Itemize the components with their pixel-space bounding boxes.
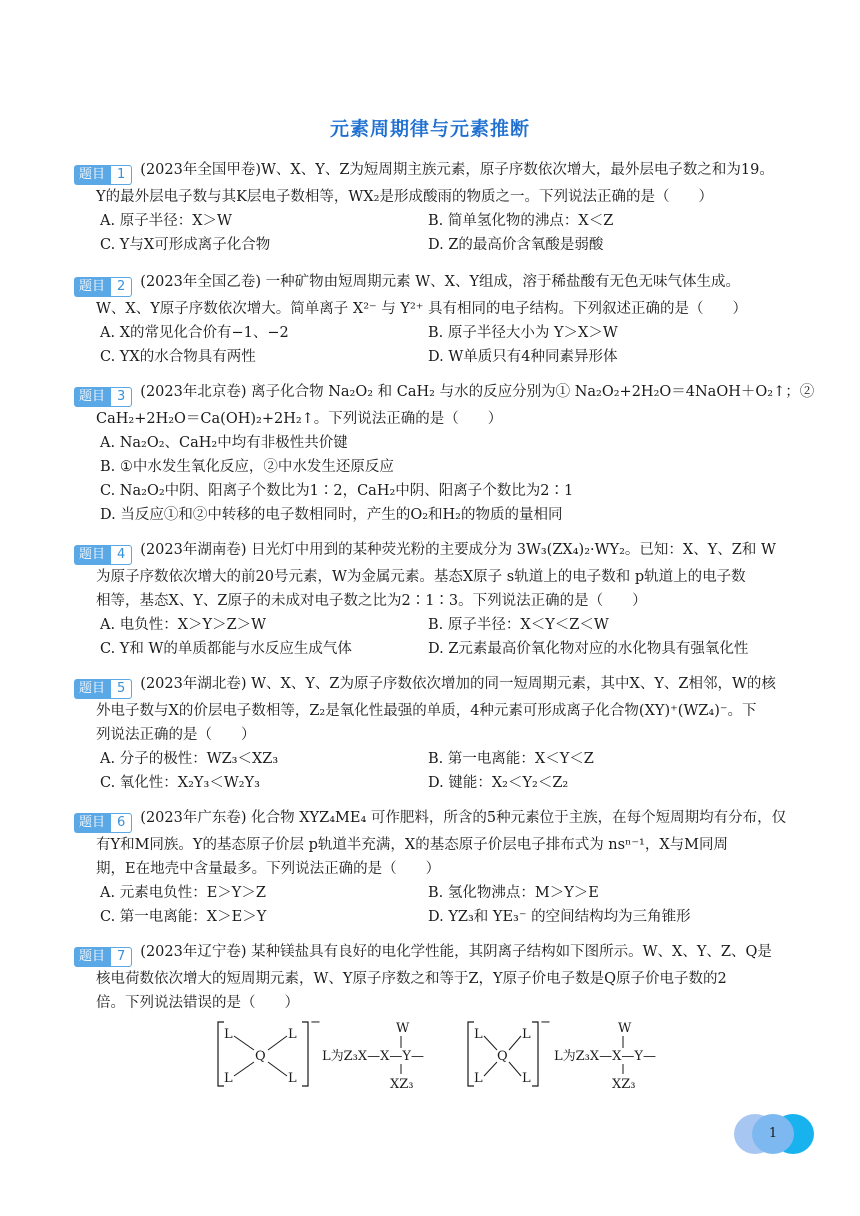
question-badge: 题目 1 xyxy=(74,165,132,185)
question-2: 题目 2 (2023年全国乙卷) 一种矿物由短周期元素 W、X、Y组成，溶于稀盐酸有无色无味气体生成。 W、X、Y原子序数依次增大。简单离子 X²⁻ 与 Y²⁺ 具有相同的电子结构。下列叙述正确的是（ ） A. X的常见化合价有−1、−2 B. 原子半径大小为 Y＞X＞W C. YX的水合物具有两性 D. W单质只有4种同素异形体 xyxy=(74,270,794,369)
question-badge: 题目 3 xyxy=(74,387,132,407)
option-b: B. 简单氢化物的沸点：X＜Z xyxy=(428,213,614,229)
question-1: 题目 1 (2023年全国甲卷)W、X、Y、Z为短周期主族元素，原子序数依次增大，最外层电子数之和为19。 Y的最外层电子数与其K层电子数相等，WX₂是形成酸雨的物质之一。下列说法正确的是（ ） A. 原子半径：X＞W B. 简单氢化物的沸点：X＜Z C. Y与X可形成离子化合物 D. Z的最高价含氧酸是弱酸 xyxy=(74,158,794,257)
question-badge: 题目 5 xyxy=(74,679,132,699)
option-d: D. 当反应①和②中转移的电子数相同时，产生的O₂和H₂的物质的量相同 xyxy=(100,507,563,523)
option-a: A. 元素电负性：E＞Y＞Z xyxy=(100,885,266,901)
option-b: B. 原子半径大小为 Y＞X＞W xyxy=(428,325,618,341)
question-badge: 题目 4 xyxy=(74,545,132,565)
option-b: B. 第一电离能：X＜Y＜Z xyxy=(428,751,594,767)
question-5: 题目 5 (2023年湖北卷) W、X、Y、Z为原子序数依次增加的同一短周期元素，其中X、Y、Z相邻，W的核 外电子数与X的价层电子数相等，Z₂是氧化性最强的单质，4种元素可形成离子化合物(XY)⁺(WZ₄)⁻。下 列说法正确的是（ ） A. 分子的极性：WZ₃＜XZ₃ B. 第一电离能：X＜Y＜Z C. 氧化性：X₂Y₃＜W₂Y₃ D. 键能：X₂＜Y₂＜Z₂ xyxy=(74,672,794,795)
page-title: 元素周期律与元素推断 xyxy=(329,118,530,140)
center-atom: Q xyxy=(497,1049,508,1064)
option-d: D. 键能：X₂＜Y₂＜Z₂ xyxy=(428,775,569,791)
ligand-label: L xyxy=(288,1071,297,1086)
center-atom: Q xyxy=(255,1049,266,1064)
ligand-label: L xyxy=(224,1071,233,1086)
option-d: D. Z元素最高价氧化物对应的水化物具有强氧化性 xyxy=(428,641,749,657)
ligand-label: L xyxy=(474,1027,483,1042)
option-a: A. 电负性：X＞Y＞Z＞W xyxy=(100,617,267,633)
page-number: 1 xyxy=(768,1126,778,1141)
page-number-badge xyxy=(734,1114,814,1154)
option-d: D. YZ₃和 YE₃⁻ 的空间结构均为三角锥形 xyxy=(428,909,691,925)
question-badge: 题目 6 xyxy=(74,813,132,833)
ligand-label: L xyxy=(522,1071,531,1086)
atom-w: W xyxy=(618,1021,632,1036)
option-c: C. YX的水合物具有两性 xyxy=(100,349,256,365)
atom-xz3: XZ₃ xyxy=(390,1077,414,1092)
option-a: A. X的常见化合价有−1、−2 xyxy=(100,325,289,341)
anion-structure-diagram xyxy=(210,1014,680,1096)
option-c: C. Y和 W的单质都能与水反应生成气体 xyxy=(100,641,352,657)
charge-label: − xyxy=(540,1015,551,1030)
question-6: 题目 6 (2023年广东卷) 化合物 XYZ₄ME₄ 可作肥料，所含的5种元素位于主族，在每个短周期均有分布，仅 有Y和M同族。Y的基态原子价层 p轨道半充满，X的基态原子价层电子排布式为 nsⁿ⁻¹，X与M同周 期，E在地壳中含量最多。下列说法正确的是（ ） A. 元素电负性：E＞Y＞Z B. 氢化物沸点：M＞Y＞E C. 第一电离能：X＞E＞Y D. YZ₃和 YE₃⁻ 的空间结构均为三角锥形 xyxy=(74,806,794,929)
ligand-label: L xyxy=(224,1027,233,1042)
option-c: C. Na₂O₂中阴、阳离子个数比为1∶2，CaH₂中阴、阳离子个数比为2∶1 xyxy=(100,483,574,499)
option-a: A. Na₂O₂、CaH₂中均有非极性共价键 xyxy=(100,435,348,451)
ligand-label: L xyxy=(522,1027,531,1042)
option-b: B. ①中水发生氧化反应，②中水发生还原反应 xyxy=(100,459,394,475)
ligand-label: L xyxy=(288,1027,297,1042)
option-b: B. 氢化物沸点：M＞Y＞E xyxy=(428,885,599,901)
question-4: 题目 4 (2023年湖南卷) 日光灯中用到的某种荧光粉的主要成分为 3W₃(ZX₄)₂·WY₂。已知：X、Y、Z和 W 为原子序数依次增大的前20号元素，W为金属元素。基态X原子 s轨道上的电子数和 p轨道上的电子数 相等，基态X、Y、Z原子的未成对电子数之比为2∶1∶3。下列说法正确的是（ ） A. 电负性：X＞Y＞Z＞W B. 原子半径：X＜Y＜Z＜W C. Y和 W的单质都能与水反应生成气体 D. Z元素最高价氧化物对应的水化物具有强氧化性 xyxy=(74,538,794,661)
option-b: B. 原子半径：X＜Y＜Z＜W xyxy=(428,617,609,633)
question-badge: 题目 7 xyxy=(74,947,132,967)
option-c: C. 第一电离能：X＞E＞Y xyxy=(100,909,267,925)
option-d: D. Z的最高价含氧酸是弱酸 xyxy=(428,237,604,253)
question-badge: 题目 2 xyxy=(74,277,132,297)
atom-xz3: XZ₃ xyxy=(612,1077,636,1092)
question-7: 题目 7 (2023年辽宁卷) 某种镁盐具有良好的电化学性能，其阴离子结构如下图所示。W、X、Y、Z、Q是 核电荷数依次增大的短周期元素，W、Y原子序数之和等于Z，Y原子价电子数是Q原子价电子数的2 倍。下列说法错误的是（ ） xyxy=(74,940,794,1015)
option-d: D. W单质只有4种同素异形体 xyxy=(428,349,618,365)
ligand-definition: L为Z₃X—X—Y— xyxy=(554,1049,656,1064)
question-3: 题目 3 (2023年北京卷) 离子化合物 Na₂O₂ 和 CaH₂ 与水的反应分别为① Na₂O₂+2H₂O＝4NaOH＋O₂↑；② CaH₂+2H₂O＝Ca(OH)₂+2H₂↑。下列说法正确的是（ ） A. Na₂O₂、CaH₂中均有非极性共价键 B. ①中水发生氧化反应，②中水发生还原反应 C. Na₂O₂中阴、阳离子个数比为1∶2，CaH₂中阴、阳离子个数比为2∶1 D. 当反应①和②中转移的电子数相同时，产生的O₂和H₂的物质的量相同 xyxy=(74,380,794,527)
option-c: C. Y与X可形成离子化合物 xyxy=(100,237,271,253)
ligand-definition: L为Z₃X—X—Y— xyxy=(322,1049,424,1064)
option-a: A. 原子半径：X＞W xyxy=(100,213,232,229)
option-c: C. 氧化性：X₂Y₃＜W₂Y₃ xyxy=(100,775,260,791)
atom-w: W xyxy=(396,1021,410,1036)
option-a: A. 分子的极性：WZ₃＜XZ₃ xyxy=(100,751,279,767)
ligand-label: L xyxy=(474,1071,483,1086)
charge-label: − xyxy=(310,1015,321,1030)
